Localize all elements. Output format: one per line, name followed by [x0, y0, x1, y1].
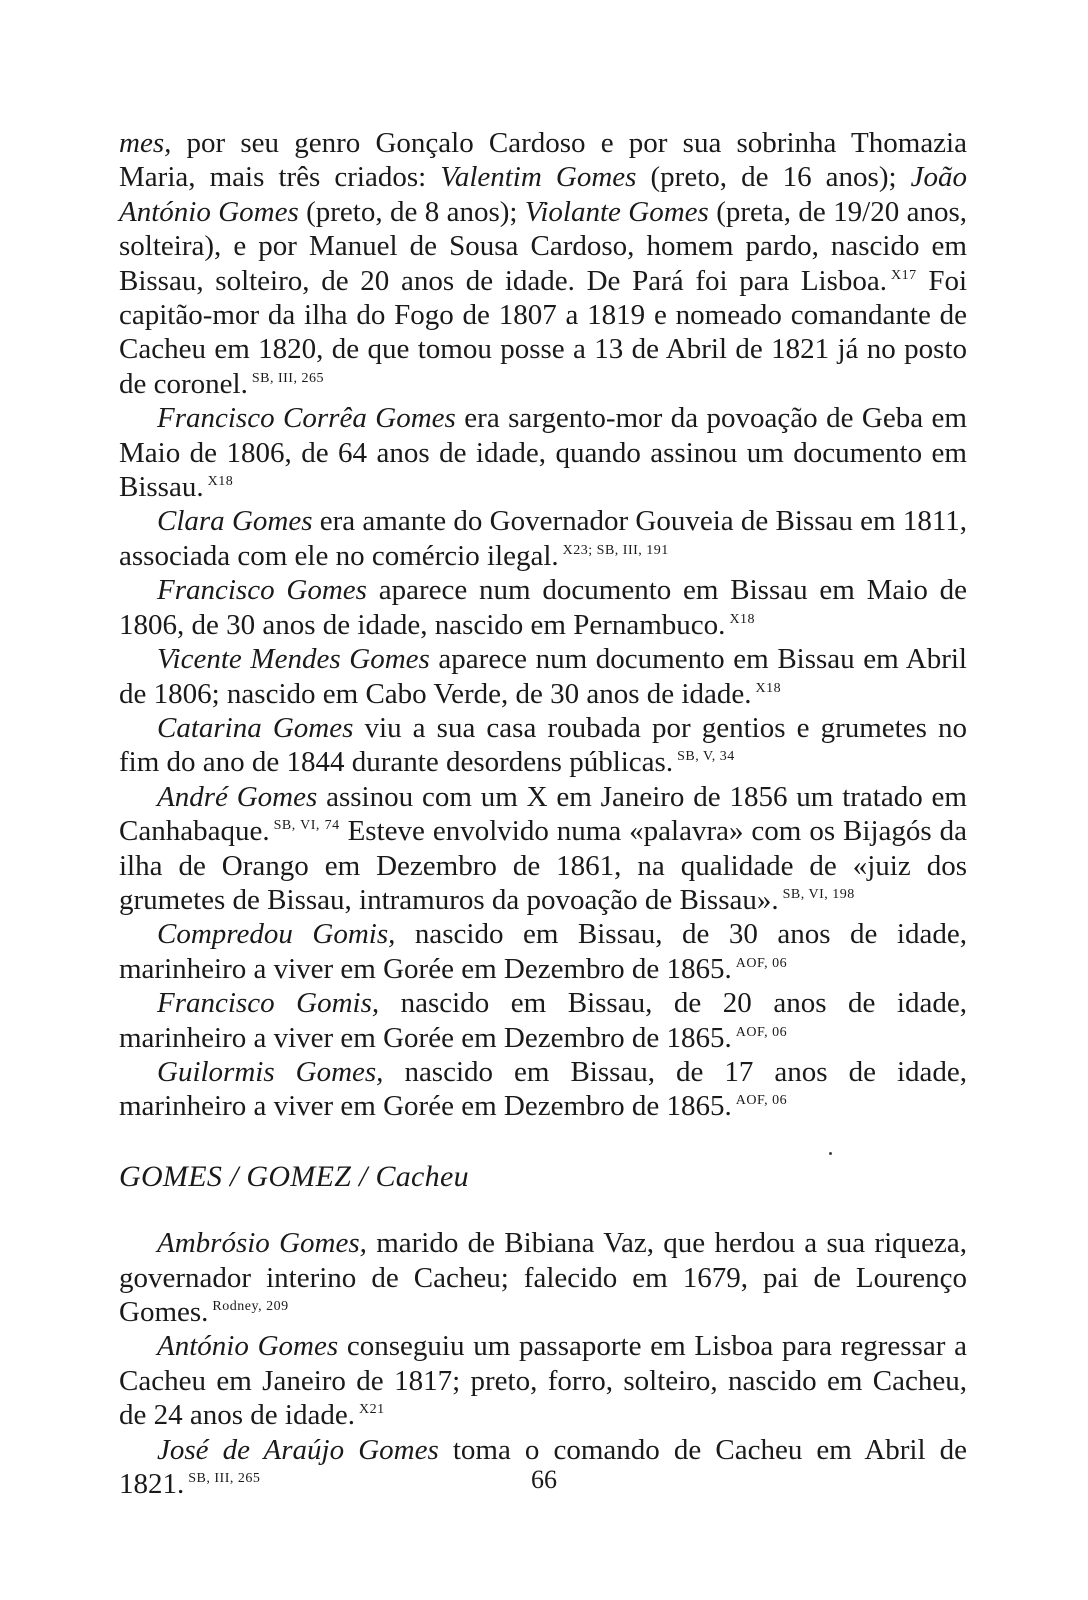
paragraph-text: nascido em Bissau, de 20 anos de idade, marinheiro a viver em Gorée em Dezembro de 1865.: [119, 987, 967, 1054]
paragraph-text: nascido em Bissau, de 30 anos de idade, marinheiro a viver em Gorée em Dezembro de 1865.: [119, 918, 967, 985]
continued-paragraph: [119, 126, 967, 401]
page-number: 66: [531, 1465, 557, 1494]
paragraph-text: aparece num documento em Bissau em Maio de 1806, de 30 anos de idade, nascido em Pernambuco.: [119, 574, 968, 641]
entry-paragraph: [119, 401, 967, 504]
source-reference: X18: [207, 474, 234, 490]
paragraph-text: viu a sua casa roubada por gentios e grumetes no fim do ano de 1844 durante desordens públicas.: [119, 711, 967, 779]
entry-paragraph: [119, 1329, 967, 1432]
name-italic: Compredou Gomis,: [157, 918, 396, 951]
entry-paragraph: [119, 711, 967, 780]
name-italic: Ambrósio Gomes,: [157, 1227, 367, 1260]
name-italic: Francisco Gomis,: [157, 987, 380, 1020]
source-reference: SB, III, 265: [188, 1471, 261, 1487]
scan-speck: [829, 1152, 832, 1155]
name-italic: Valentim Gomes: [440, 161, 637, 194]
entry-paragraph: [119, 573, 967, 642]
name-italic: Catarina Gomes: [157, 711, 354, 744]
document-page: [119, 126, 967, 1501]
source-reference: X17: [891, 267, 917, 283]
paragraph-text: (preto, de 8 anos);: [298, 195, 525, 228]
paragraph-text: toma o comando de Cacheu em Abril de 1821.: [119, 1433, 967, 1501]
source-reference: X18: [729, 611, 756, 627]
name-italic: mes,: [119, 127, 172, 159]
source-reference: X21: [358, 1402, 385, 1418]
paragraph-text: era amante do Governador Gouveia de Bissau em 1811, associada com ele no comércio ilegal.: [119, 505, 967, 572]
source-reference: SB, VI, 74: [273, 818, 340, 834]
source-reference: AOF, 06: [735, 955, 788, 971]
paragraph-text: por seu genro Gonçalo Cardoso e por sua sobrinha Thomazia Maria, mais três criados:: [119, 127, 967, 194]
paragraph-text: Foi capitão-mor da ilha do Fogo de 1807 a 1819 e nomeado comandante de Cacheu em 1820, de que tomou posse a 13 de Abril de 1821 já no posto de coronel.: [119, 264, 967, 400]
paragraph-text: nascido em Bissau, de 17 anos de idade, marinheiro a viver em Gorée em Dezembro de 1865.: [119, 1055, 968, 1123]
source-reference: AOF, 06: [735, 1093, 788, 1109]
paragraph-text: assinou com um X em Janeiro de 1856 um tratado em Canhabaque.: [119, 780, 967, 848]
name-italic: Guilormis Gomes,: [157, 1055, 384, 1088]
name-italic: Francisco Gomes: [157, 574, 367, 607]
entry-paragraph: [119, 1226, 967, 1329]
name-italic: Vicente Mendes Gomes: [157, 643, 430, 676]
source-reference: AOF, 06: [735, 1024, 788, 1040]
entry-paragraph: [119, 917, 967, 986]
source-reference: SB, III, 265: [251, 370, 324, 386]
name-italic: André Gomes: [157, 780, 318, 813]
entry-paragraph: [119, 642, 967, 711]
paragraph-text: marido de Bibiana Vaz, que herdou a sua riqueza, governador interino de Cacheu; falecido em 1679, pai de Lourenço Gomes.: [119, 1227, 967, 1328]
entry-paragraph: [119, 780, 967, 918]
name-italic: Francisco Corrêa Gomes: [157, 402, 456, 435]
section-heading: GOMES / GOMEZ / Cacheu: [119, 1159, 469, 1193]
name-italic: Clara Gomes: [157, 505, 313, 538]
paragraph-text: (preto, de 16 anos);: [636, 161, 911, 194]
paragraph-text: (preta, de 19/20 anos, solteira), e por Manuel de Sousa Cardoso, homem pardo, nascido em Bissau, solteiro, de 20 anos de idade. De Pará foi para Lisboa.: [119, 195, 967, 297]
entry-paragraph: [119, 986, 967, 1055]
name-italic: José de Araújo Gomes: [157, 1433, 439, 1466]
source-reference: SB, V, 34: [677, 749, 735, 765]
name-italic: João António Gomes: [119, 161, 968, 228]
source-reference: X23; SB, III, 191: [562, 542, 669, 558]
paragraph-text: conseguiu um passaporte em Lisboa para regressar a Cacheu em Janeiro de 1817; preto, forro, solteiro, nascido em Cacheu, de 24 anos de idade.: [119, 1330, 967, 1432]
source-reference: SB, VI, 198: [782, 886, 855, 902]
paragraph-text: Esteve envolvido numa «palavra» com os Bijagós da ilha de Orango em Dezembro de 1861, na qualidade de «juiz dos grumetes de Bissau, intramuros da povoação de Bissau».: [119, 815, 967, 916]
name-italic: António Gomes: [157, 1330, 339, 1363]
source-reference: X18: [755, 680, 782, 696]
paragraph-text: aparece num documento em Bissau em Abril de 1806; nascido em Cabo Verde, de 30 anos de idade.: [119, 643, 967, 710]
source-reference: Rodney, 209: [212, 1299, 289, 1314]
entry-paragraph: [119, 504, 967, 573]
name-italic: Violante Gomes: [524, 195, 709, 228]
paragraph-text: era sargento-mor da povoação de Geba em Maio de 1806, de 64 anos de idade, quando assinou um documento em Bissau.: [119, 402, 967, 504]
entry-paragraph: [119, 1055, 967, 1124]
